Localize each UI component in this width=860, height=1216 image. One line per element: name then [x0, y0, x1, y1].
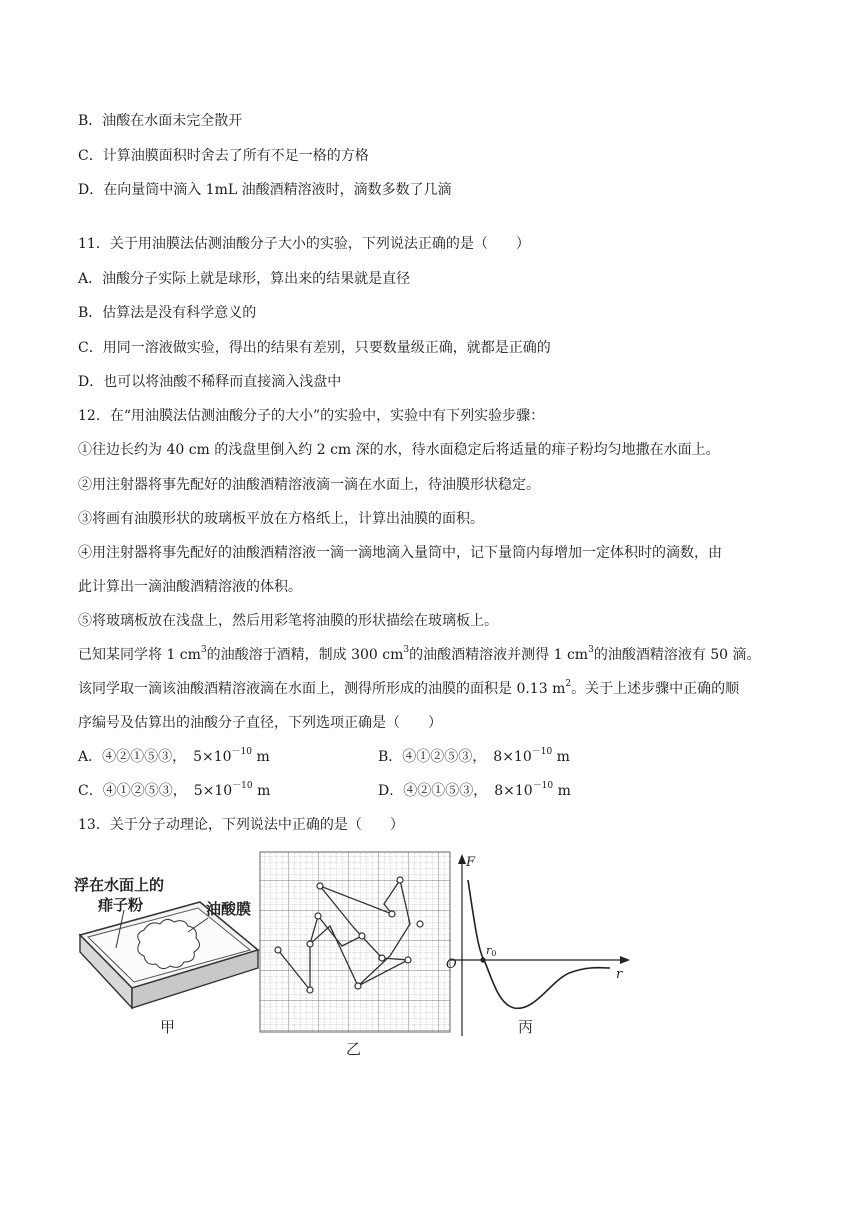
powder-label-line1: 浮在水面上的: [74, 876, 165, 894]
caption-bing: 丙: [518, 1018, 534, 1036]
q12-info-2: 该同学取一滴该油酸酒精溶液滴在水面上，测得所形成的油膜的面积是 0.13 $m^2$。关于上述步骤中正确的顺: [78, 679, 740, 697]
axis-label-r: r: [616, 967, 623, 982]
q10-option-c: C．计算油膜面积时舍去了所有不足一格的方格: [78, 148, 369, 164]
caption-yi: 乙: [346, 1040, 362, 1058]
q12-step-3: ③将画有油膜形状的玻璃板平放在方格纸上，计算出油膜的面积。: [78, 511, 484, 527]
q11-stem: 11．关于用油膜法估测油酸分子大小的实验，下列说法正确的是（ ）: [78, 236, 530, 252]
q11-option-b: B．估算法是没有科学意义的: [78, 305, 257, 321]
q12-info-3: 序编号及估算出的油酸分子直径，下列选项正确是（ ）: [78, 715, 442, 731]
q10-option-d: D．在向量筒中滴入 1mL 油酸酒精溶液时，滴数多数了几滴: [78, 182, 452, 198]
powder-label-line2: 痱子粉: [98, 896, 144, 914]
q12-step-4a: ④用注射器将事先配好的油酸酒精溶液一滴一滴地滴入量筒中，记下量筒内每增加一定体积时的滴数，由: [78, 545, 722, 561]
figure-jia-tray: [72, 860, 264, 1040]
q11-option-c: C．用同一溶液做实验，得出的结果有差别，只要数量级正确，就都是正确的: [78, 340, 551, 356]
q12-step-4b: 此计算出一滴油酸酒精溶液的体积。: [78, 579, 302, 595]
q12-info-1: 已知某同学将 1 $cm^3$的油酸溶于酒精，制成 300 $cm^3$的油酸酒精溶液并测得 1 $cm^3$的油酸酒精溶液有 50 滴。: [78, 645, 761, 663]
q12-option-d: D．④②①⑤③， $8\times 10^{-10}$ m: [378, 781, 571, 799]
caption-jia: 甲: [160, 1018, 176, 1036]
q12-step-2: ②用注射器将事先配好的油酸酒精溶液滴一滴在水面上，待油膜形状稳定。: [78, 477, 540, 493]
q12-step-1: ①往边长约为 40 cm 的浅盘里倒入约 2 cm 深的水，待水面稳定后将适量的痱子粉均匀地撒在水面上。: [78, 442, 720, 458]
axis-label-r0: r0: [486, 944, 497, 958]
oil-film-label: 油酸膜: [206, 900, 252, 918]
axis-label-f: F: [466, 855, 476, 870]
q10-option-b: B．油酸在水面未完全散开: [78, 113, 243, 129]
r0-point: [480, 957, 485, 962]
q12-option-a: A．④②①⑤③， $5\times 10^{-10}$ m: [78, 747, 270, 765]
q12-step-5: ⑤将玻璃板放在浅盘上，然后用彩笔将油膜的形状描绘在玻璃板上。: [78, 613, 498, 629]
q12-stem: 12．在“用油膜法估测油酸分子的大小”的实验中，实验中有下列实验步骤：: [78, 408, 545, 424]
q11-option-d: D．也可以将油酸不稀释而直接滴入浅盘中: [78, 374, 342, 390]
q12-option-c: C．④①②⑤③， $5\times 10^{-10}$ m: [78, 781, 271, 799]
q12-option-b: B．④①②⑤③， $8\times 10^{-10}$ m: [378, 747, 570, 765]
q11-option-a: A．油酸分子实际上就是球形，算出来的结果就是直径: [78, 271, 411, 287]
figure-bing-force-curve: [440, 850, 640, 1040]
figure-yi-brownian-grid: [258, 850, 454, 1060]
q13-stem: 13．关于分子动理论，下列说法中正确的是（ ）: [78, 817, 404, 833]
axis-label-origin: O: [446, 957, 457, 972]
